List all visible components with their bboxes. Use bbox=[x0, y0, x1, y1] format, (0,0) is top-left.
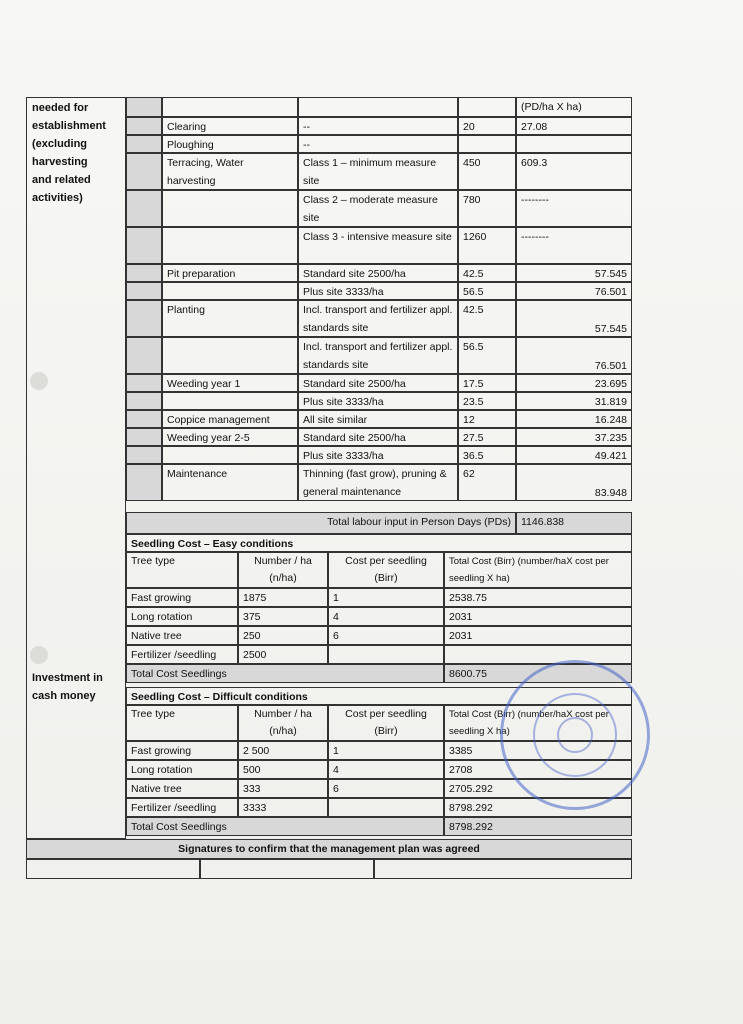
seedling-cell: 3385 bbox=[444, 741, 632, 760]
labour-row-gutter bbox=[126, 282, 162, 300]
seedling-cell: 333 bbox=[238, 779, 328, 798]
seedling-total-value: 8798.292 bbox=[444, 817, 632, 836]
labour-total: 37.235 bbox=[516, 428, 632, 446]
labour-row-gutter bbox=[126, 135, 162, 153]
seedling-cell: 6 bbox=[328, 626, 444, 645]
labour-spec: Incl. transport and fertilizer appl. standards site bbox=[298, 300, 458, 337]
section-label-labour: needed for establishment (excluding harvesting and related activities) bbox=[32, 102, 106, 204]
seedling-cell: 2538.75 bbox=[444, 588, 632, 607]
seedling-cell: Fertilizer /seedling bbox=[126, 645, 238, 664]
labour-row-gutter bbox=[126, 392, 162, 410]
labour-spec: Class 2 – moderate measure site bbox=[298, 190, 458, 227]
labour-row-gutter bbox=[126, 337, 162, 374]
labour-spec: Class 3 - intensive measure site bbox=[298, 227, 458, 264]
labour-row-gutter bbox=[126, 264, 162, 282]
labour-row-gutter bbox=[126, 117, 162, 135]
labour-pd: 450 bbox=[458, 153, 516, 190]
seedling-cell: Fertilizer /seedling bbox=[126, 798, 238, 817]
labour-total-value: 1146.838 bbox=[516, 512, 632, 534]
easy-title: Seedling Cost – Easy conditions bbox=[126, 534, 632, 552]
labour-pd: 20 bbox=[458, 117, 516, 135]
seedling-cell: 6 bbox=[328, 779, 444, 798]
header-unit: (PD/ha X ha) bbox=[516, 97, 632, 117]
labour-spec: Plus site 3333/ha bbox=[298, 446, 458, 464]
left-column bbox=[26, 97, 126, 839]
labour-activity: Terracing, Water harvesting bbox=[162, 153, 298, 190]
signature-cell[interactable] bbox=[26, 859, 200, 879]
labour-pd: 42.5 bbox=[458, 300, 516, 337]
seedling-header: Tree type bbox=[126, 552, 238, 588]
seedling-cell: Fast growing bbox=[126, 741, 238, 760]
seedling-total-label: Total Cost Seedlings bbox=[126, 817, 444, 836]
section-label-investment: Investment in cash money bbox=[32, 672, 103, 702]
seedling-cell: 1 bbox=[328, 741, 444, 760]
signatures-heading: Signatures to confirm that the management plan was agreed bbox=[26, 839, 632, 859]
labour-row-gutter bbox=[126, 153, 162, 190]
labour-spec: All site similar bbox=[298, 410, 458, 428]
labour-row-gutter bbox=[126, 300, 162, 337]
labour-row-gutter bbox=[126, 190, 162, 227]
seedling-cell: 2500 bbox=[238, 645, 328, 664]
labour-pd: 36.5 bbox=[458, 446, 516, 464]
labour-total: 83.948 bbox=[516, 464, 632, 501]
seedling-cell: Native tree bbox=[126, 626, 238, 645]
seedling-total-value: 8600.75 bbox=[444, 664, 632, 683]
labour-row-gutter bbox=[126, 227, 162, 264]
header-cell bbox=[126, 97, 162, 117]
labour-activity bbox=[162, 190, 298, 227]
seedling-cell: 2031 bbox=[444, 626, 632, 645]
labour-total: -------- bbox=[516, 227, 632, 264]
labour-spec: Standard site 2500/ha bbox=[298, 374, 458, 392]
seedling-cell: 375 bbox=[238, 607, 328, 626]
seedling-cell: Long rotation bbox=[126, 607, 238, 626]
labour-activity: Weeding year 2-5 bbox=[162, 428, 298, 446]
seedling-cell: 8798.292 bbox=[444, 798, 632, 817]
signature-cell[interactable] bbox=[374, 859, 632, 879]
labour-pd: 27.5 bbox=[458, 428, 516, 446]
seedling-cell: 1 bbox=[328, 588, 444, 607]
signature-cell[interactable] bbox=[200, 859, 374, 879]
header-cell bbox=[298, 97, 458, 117]
labour-pd: 1260 bbox=[458, 227, 516, 264]
labour-activity: Coppice management bbox=[162, 410, 298, 428]
labour-activity: Weeding year 1 bbox=[162, 374, 298, 392]
labour-activity: Pit preparation bbox=[162, 264, 298, 282]
labour-activity bbox=[162, 392, 298, 410]
labour-row-gutter bbox=[126, 428, 162, 446]
labour-spec: Plus site 3333/ha bbox=[298, 392, 458, 410]
labour-spec: -- bbox=[298, 117, 458, 135]
labour-pd: 780 bbox=[458, 190, 516, 227]
labour-pd: 17.5 bbox=[458, 374, 516, 392]
seedling-cell: 250 bbox=[238, 626, 328, 645]
labour-activity: Planting bbox=[162, 300, 298, 337]
labour-total bbox=[516, 135, 632, 153]
seedling-cell: 2708 bbox=[444, 760, 632, 779]
labour-activity bbox=[162, 337, 298, 374]
seedling-cell: 2031 bbox=[444, 607, 632, 626]
seedling-cell: 500 bbox=[238, 760, 328, 779]
seedling-header: Tree type bbox=[126, 705, 238, 741]
difficult-title: Seedling Cost – Difficult conditions bbox=[126, 687, 632, 705]
labour-pd: 42.5 bbox=[458, 264, 516, 282]
seedling-header: Total Cost (Birr) (number/haX cost per seedling X ha) bbox=[444, 705, 632, 741]
labour-row-gutter bbox=[126, 446, 162, 464]
labour-total: 609.3 bbox=[516, 153, 632, 190]
labour-total: 57.545 bbox=[516, 300, 632, 337]
header-cell bbox=[458, 97, 516, 117]
seedling-cell bbox=[444, 645, 632, 664]
header-cell bbox=[162, 97, 298, 117]
labour-total: 27.08 bbox=[516, 117, 632, 135]
labour-pd: 56.5 bbox=[458, 282, 516, 300]
seedling-cell: 1875 bbox=[238, 588, 328, 607]
labour-total: -------- bbox=[516, 190, 632, 227]
official-stamp bbox=[500, 660, 650, 810]
labour-pd: 12 bbox=[458, 410, 516, 428]
labour-total: 49.421 bbox=[516, 446, 632, 464]
seedling-cell bbox=[328, 645, 444, 664]
seedling-cell: Native tree bbox=[126, 779, 238, 798]
labour-total-label: Total labour input in Person Days (PDs) bbox=[126, 512, 516, 534]
labour-activity bbox=[162, 227, 298, 264]
labour-spec: Plus site 3333/ha bbox=[298, 282, 458, 300]
labour-spec: Class 1 – minimum measure site bbox=[298, 153, 458, 190]
labour-activity: Maintenance bbox=[162, 464, 298, 501]
seedling-header: Cost per seedling (Birr) bbox=[328, 705, 444, 741]
labour-activity: Clearing bbox=[162, 117, 298, 135]
seedling-cell: 3333 bbox=[238, 798, 328, 817]
labour-spec: Incl. transport and fertilizer appl. standards site bbox=[298, 337, 458, 374]
labour-activity bbox=[162, 446, 298, 464]
seedling-cell: 2 500 bbox=[238, 741, 328, 760]
labour-row-gutter bbox=[126, 464, 162, 501]
labour-pd: 62 bbox=[458, 464, 516, 501]
labour-total: 57.545 bbox=[516, 264, 632, 282]
labour-pd bbox=[458, 135, 516, 153]
labour-spec: Standard site 2500/ha bbox=[298, 428, 458, 446]
seedling-header: Cost per seedling (Birr) bbox=[328, 552, 444, 588]
labour-pd: 56.5 bbox=[458, 337, 516, 374]
seedling-cell: 4 bbox=[328, 760, 444, 779]
seedling-total-label: Total Cost Seedlings bbox=[126, 664, 444, 683]
seedling-cell: 2705.292 bbox=[444, 779, 632, 798]
labour-spec: Standard site 2500/ha bbox=[298, 264, 458, 282]
seedling-cell: 4 bbox=[328, 607, 444, 626]
labour-total: 16.248 bbox=[516, 410, 632, 428]
labour-total: 76.501 bbox=[516, 282, 632, 300]
labour-activity bbox=[162, 282, 298, 300]
seedling-cell: Fast growing bbox=[126, 588, 238, 607]
labour-total: 76.501 bbox=[516, 337, 632, 374]
seedling-cell: Long rotation bbox=[126, 760, 238, 779]
labour-total: 31.819 bbox=[516, 392, 632, 410]
seedling-header: Number / ha (n/ha) bbox=[238, 705, 328, 741]
labour-activity: Ploughing bbox=[162, 135, 298, 153]
labour-row-gutter bbox=[126, 374, 162, 392]
labour-spec: -- bbox=[298, 135, 458, 153]
seedling-header: Total Cost (Birr) (number/haX cost per seedling X ha) bbox=[444, 552, 632, 588]
labour-spec: Thinning (fast grow), pruning & general maintenance bbox=[298, 464, 458, 501]
seedling-header: Number / ha (n/ha) bbox=[238, 552, 328, 588]
seedling-cell bbox=[328, 798, 444, 817]
labour-row-gutter bbox=[126, 410, 162, 428]
labour-total: 23.695 bbox=[516, 374, 632, 392]
labour-pd: 23.5 bbox=[458, 392, 516, 410]
